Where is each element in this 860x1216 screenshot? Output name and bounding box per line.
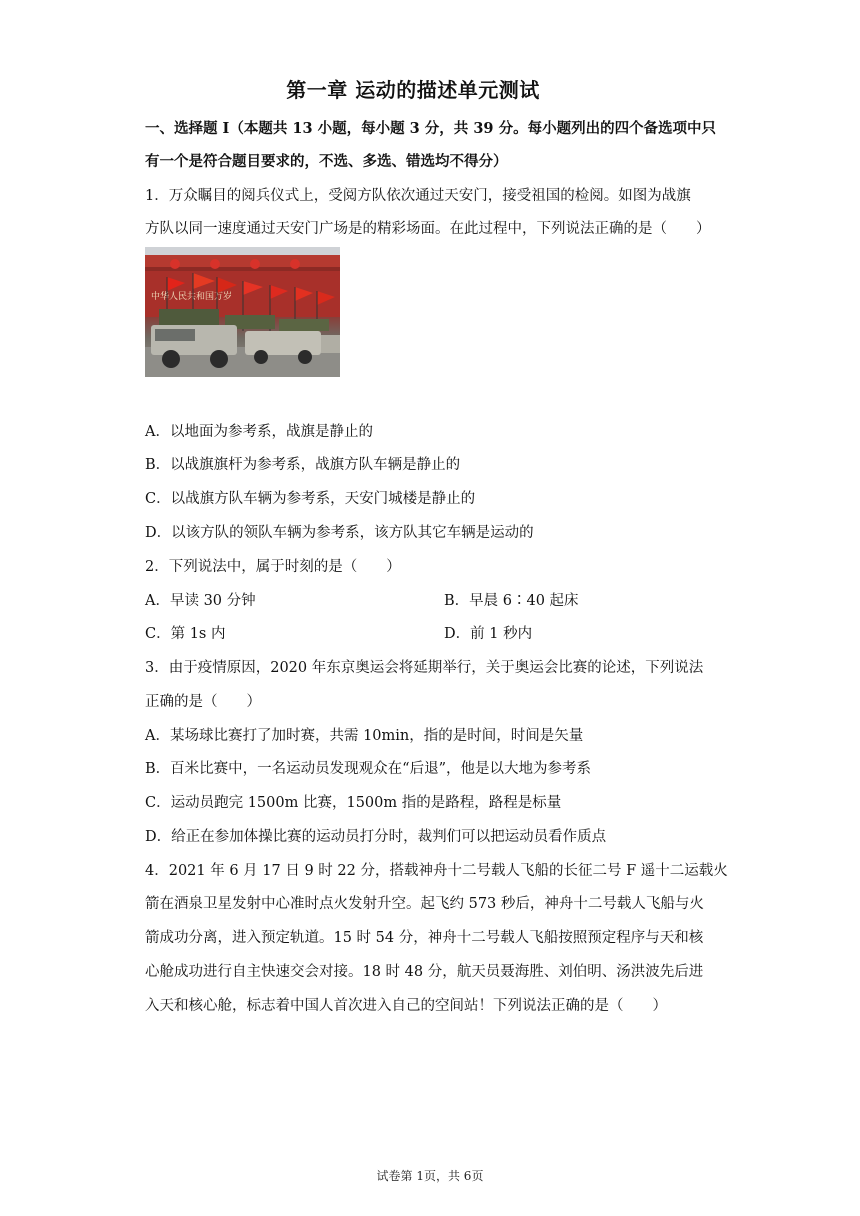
q4-stem-line-5: 入天和核心舱，标志着中国人首次进入自己的空间站！下列说法正确的是（ ）	[145, 998, 667, 1014]
q4-stem-line-4: 心舱成功进行自主快速交会对接。18 时 48 分，航天员聂海胜、刘伯明、汤洪波先后进	[145, 964, 704, 980]
q3-option-b: B．百米比赛中，一名运动员发现观众在“后退”，他是以大地为参考系	[145, 761, 591, 777]
section-heading-line-1: 一、选择题 I（本题共 13 小题，每小题 3 分，共 39 分。每小题列出的四个备选项中只	[145, 120, 717, 137]
section-heading-line-2: 有一个是符合题目要求的，不选、多选、错选均不得分）	[145, 153, 508, 170]
q2-stem: 2．下列说法中，属于时刻的是（ ）	[145, 559, 401, 575]
q1-option-d: D．以该方队的领队车辆为参考系，该方队其它车辆是运动的	[145, 525, 534, 541]
q4-stem-line-2: 箭在酒泉卫星发射中心准时点火发射升空。起飞约 573 秒后，神舟十二号载人飞船与火	[145, 896, 704, 912]
q2-option-d: D．前 1 秒内	[444, 626, 533, 642]
q3-stem-line-1: 3．由于疫情原因，2020 年东京奥运会将延期举行，关于奥运会比赛的论述，下列说法	[145, 660, 704, 676]
q1-option-c: C．以战旗方队车辆为参考系，天安门城楼是静止的	[145, 491, 476, 507]
page-title: 第一章 运动的描述单元测试	[286, 78, 540, 102]
q3-stem-line-2: 正确的是（ ）	[145, 694, 261, 710]
page-footer: 试卷第 1页，共 6页	[376, 1169, 484, 1183]
q1-stem-line-2: 方队以同一速度通过天安门广场是的精彩场面。在此过程中，下列说法正确的是（ ）	[145, 221, 711, 237]
q1-option-b: B．以战旗旗杆为参考系，战旗方队车辆是静止的	[145, 457, 461, 473]
q2-option-a: A．早读 30 分钟	[145, 593, 256, 609]
q3-option-d: D．给正在参加体操比赛的运动员打分时，裁判们可以把运动员看作质点	[145, 829, 607, 845]
q4-stem-line-1: 4．2021 年 6 月 17 日 9 时 22 分，搭载神舟十二号载人飞船的长征二号 F 遥十二运载火	[145, 863, 728, 879]
parade-photo	[145, 247, 340, 377]
q2-option-b: B．早晨 6∶40 起床	[444, 593, 579, 609]
q1-option-a: A．以地面为参考系，战旗是静止的	[145, 424, 373, 440]
q2-option-c: C．第 1s 内	[145, 626, 226, 642]
q1-stem-line-1: 1．万众瞩目的阅兵仪式上，受阅方队依次通过天安门，接受祖国的检阅。如图为战旗	[145, 188, 691, 204]
q4-stem-line-3: 箭成功分离，进入预定轨道。15 时 54 分，神舟十二号载人飞船按照预定程序与天和核	[145, 930, 704, 946]
q3-option-c: C．运动员跑完 1500m 比赛，1500m 指的是路程，路程是标量	[145, 795, 562, 811]
parade-photo-illustration	[145, 247, 340, 377]
q3-option-a: A．某场球比赛打了加时赛，共需 10min，指的是时间，时间是矢量	[145, 728, 584, 744]
photo-banner-text: 中华人民共和国万岁	[151, 292, 233, 302]
